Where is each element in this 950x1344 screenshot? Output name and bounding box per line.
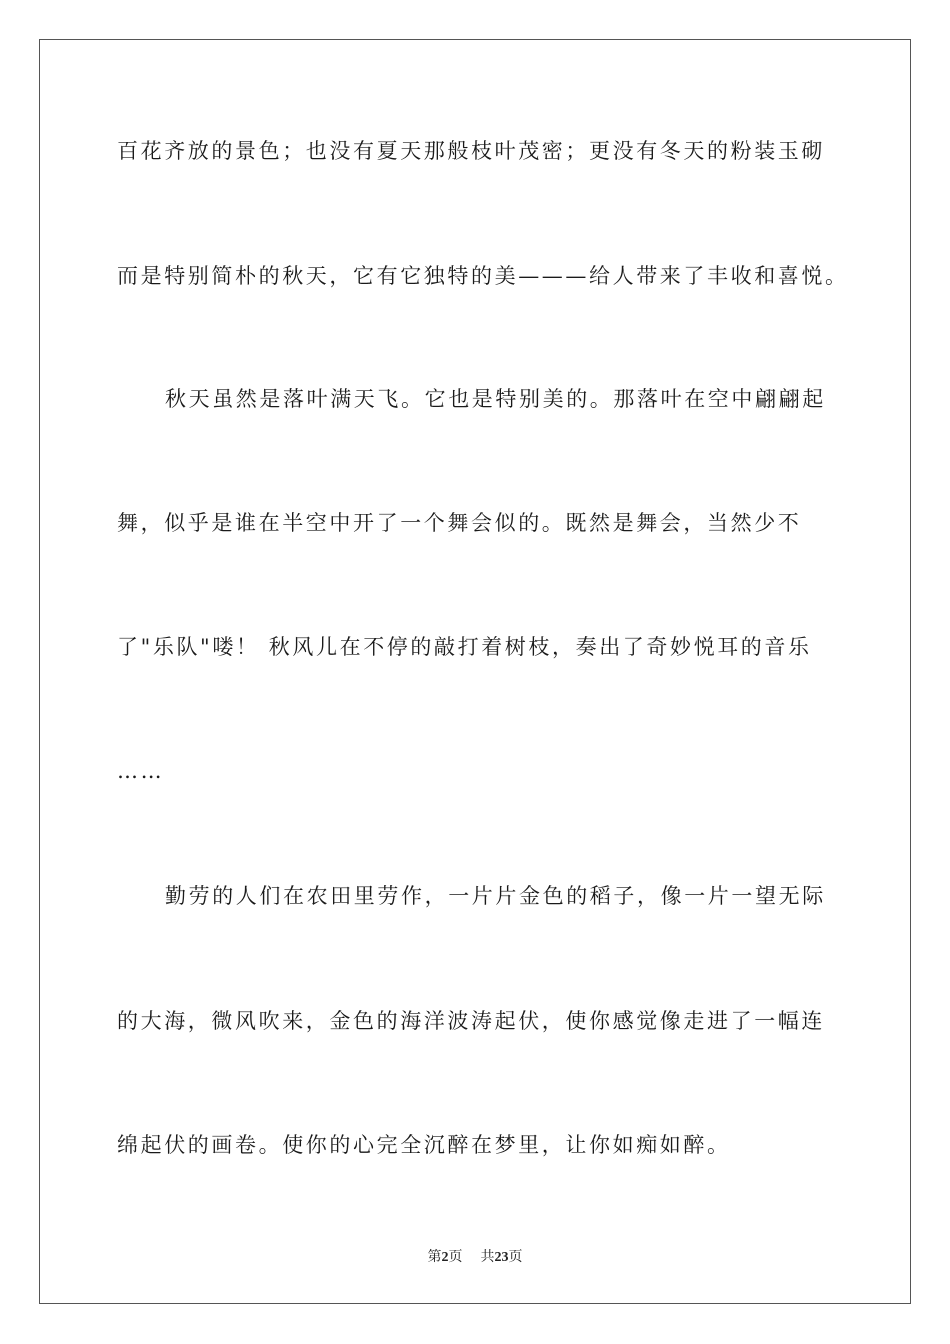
page-footer [0,1247,950,1268]
page-number: 2 [441,1250,449,1265]
text-line-9: 绵起伏的画卷。使你的心完全沉醉在梦里，让你如痴如醉。 [117,1133,731,1157]
page-prefix: 第 [427,1249,442,1265]
text-line-8: 的大海，微风吹来，金色的海洋波涛起伏，使你感觉像走进了一幅连 [117,1009,825,1033]
total-suffix: 页 [508,1249,523,1265]
page-suffix: 页 [448,1249,463,1265]
total-prefix: 共 [480,1249,495,1265]
page-border [39,39,911,1304]
text-line-4: 舞，似乎是谁在半空中开了一个舞会似的。既然是舞会，当然少不 [117,511,802,535]
text-line-7: 勤劳的人们在农田里劳作，一片片金色的稻子，像一片一望无际 [165,884,826,908]
text-line-2: 而是特别简朴的秋天，它有它独特的美———给人带来了丰收和喜悦。 [117,264,849,288]
text-line-1: 百花齐放的景色；也没有夏天那般枝叶茂密；更没有冬天的粉装玉砌 [117,139,825,163]
text-line-6: …… [117,759,165,783]
text-line-3: 秋天虽然是落叶满天飞。它也是特别美的。那落叶在空中翩翩起 [165,387,826,411]
total-pages: 23 [494,1250,509,1265]
text-line-5: 了"乐队"喽！ 秋风儿在不停的敲打着树枝，奏出了奇妙悦耳的音乐 [117,635,812,659]
